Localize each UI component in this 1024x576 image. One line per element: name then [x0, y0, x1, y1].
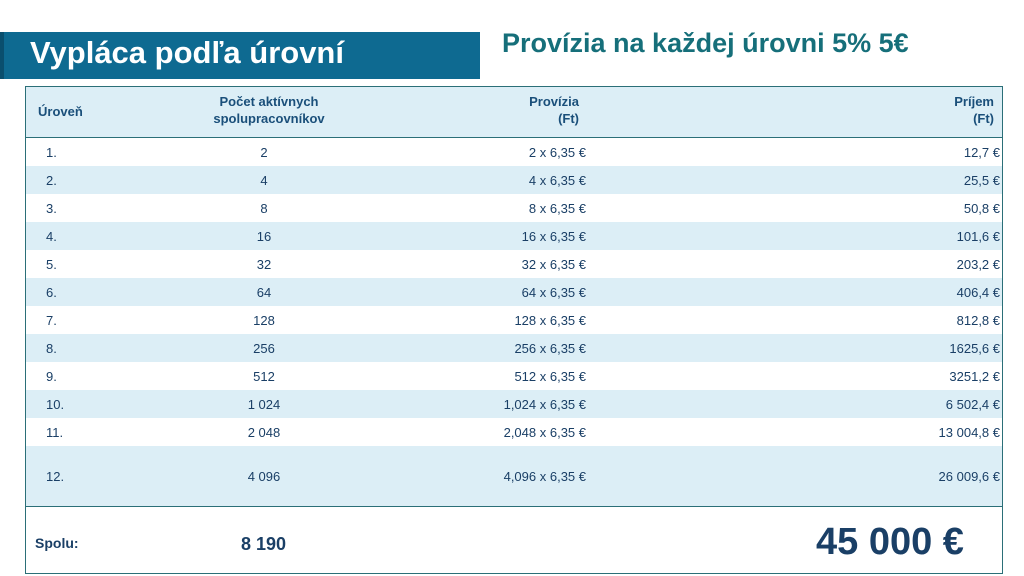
cell-income: 406,4 €	[956, 285, 1000, 300]
page-subtitle: Provízia na každej úrovni 5% 5€	[502, 28, 909, 58]
cell-level: 11.	[46, 425, 64, 440]
cell-count: 16	[256, 229, 272, 244]
header-income-line1: Príjem	[954, 94, 994, 109]
cell-commission: 128 x 6,35 €	[514, 313, 586, 328]
table-row	[26, 334, 1002, 362]
table-row	[26, 390, 1002, 418]
header-count-line2: spolupracovníkov	[213, 111, 325, 126]
cell-income: 812,8 €	[956, 313, 1000, 328]
cell-income: 13 004,8 €	[938, 425, 1000, 440]
table-row	[26, 446, 1002, 508]
cell-commission: 512 x 6,35 €	[514, 369, 586, 384]
cell-level: 5.	[46, 257, 57, 272]
header-income	[856, 93, 994, 127]
cell-count: 64	[256, 285, 272, 300]
table-row	[26, 278, 1002, 306]
cell-commission: 4,096 x 6,35 €	[503, 469, 586, 484]
cell-count: 2	[260, 145, 268, 160]
table-row	[26, 138, 1002, 166]
cell-level: 10.	[46, 397, 65, 412]
total-income: 45 000 €	[816, 521, 964, 563]
cell-commission: 64 x 6,35 €	[521, 285, 586, 300]
table-row	[26, 418, 1002, 446]
cell-commission: 1,024 x 6,35 €	[503, 397, 586, 412]
cell-count: 128	[253, 313, 275, 328]
table-row	[26, 194, 1002, 222]
cell-level: 7.	[46, 313, 57, 328]
payout-table	[25, 86, 1003, 574]
header-commission-line1: Provízia	[529, 94, 579, 109]
cell-count: 2 048	[247, 425, 281, 440]
table-row	[26, 306, 1002, 334]
table-footer	[26, 506, 1002, 574]
cell-level: 8.	[46, 341, 57, 356]
cell-count: 4	[260, 173, 268, 188]
cell-income: 3251,2 €	[949, 369, 1000, 384]
header-commission-line2: (Ft)	[558, 111, 579, 126]
header-income-line2: (Ft)	[973, 111, 994, 126]
table-body	[26, 138, 1002, 508]
cell-commission: 16 x 6,35 €	[521, 229, 586, 244]
cell-level: 3.	[46, 201, 57, 216]
cell-income: 50,8 €	[963, 201, 1000, 216]
cell-commission: 256 x 6,35 €	[514, 341, 586, 356]
cell-count: 8	[260, 201, 268, 216]
cell-level: 12.	[46, 469, 65, 484]
table-header	[26, 87, 1002, 138]
header-count-line1: Počet aktívnych	[219, 94, 319, 109]
cell-count: 512	[253, 369, 275, 384]
page-title: Vypláca podľa úrovní	[30, 35, 344, 70]
cell-income: 6 502,4 €	[945, 397, 1000, 412]
cell-level: 1.	[46, 145, 57, 160]
cell-commission: 2,048 x 6,35 €	[503, 425, 586, 440]
cell-commission: 8 x 6,35 €	[528, 201, 586, 216]
cell-level: 4.	[46, 229, 57, 244]
cell-count: 4 096	[247, 469, 281, 484]
cell-income: 1625,6 €	[949, 341, 1000, 356]
cell-level: 6.	[46, 285, 57, 300]
cell-count: 256	[253, 341, 275, 356]
table-row	[26, 166, 1002, 194]
cell-count: 1 024	[247, 397, 281, 412]
header-level: Úroveň	[38, 104, 83, 119]
cell-level: 2.	[46, 173, 57, 188]
table-row	[26, 362, 1002, 390]
total-count: 8 190	[241, 534, 287, 554]
cell-income: 26 009,6 €	[938, 469, 1000, 484]
cell-level: 9.	[46, 369, 57, 384]
cell-income: 101,6 €	[956, 229, 1000, 244]
cell-commission: 32 x 6,35 €	[521, 257, 586, 272]
table-row	[26, 222, 1002, 250]
cell-commission: 2 x 6,35 €	[528, 145, 586, 160]
cell-commission: 4 x 6,35 €	[528, 173, 586, 188]
header-count	[199, 93, 339, 127]
cell-income: 203,2 €	[956, 257, 1000, 272]
total-label: Spolu:	[35, 535, 79, 551]
cell-income: 12,7 €	[963, 145, 1000, 160]
header-commission	[466, 93, 579, 127]
table-row	[26, 250, 1002, 278]
title-banner	[0, 32, 480, 79]
cell-income: 25,5 €	[963, 173, 1000, 188]
cell-count: 32	[256, 257, 272, 272]
